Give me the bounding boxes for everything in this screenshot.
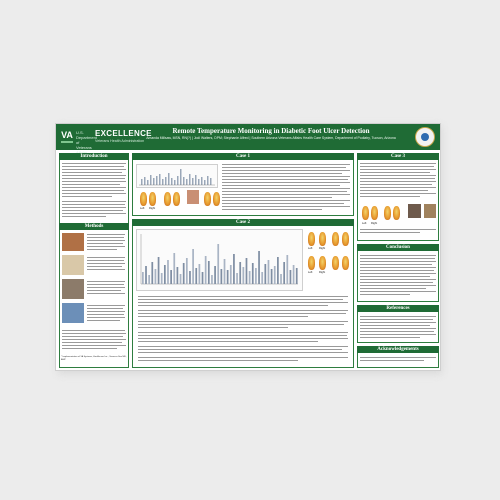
case2-chart-svg: [137, 230, 302, 290]
case2-chart-bar: [155, 269, 157, 284]
case2-chart-bar: [277, 257, 279, 284]
methods-photo-4: [62, 303, 84, 323]
case1-wound-photo-1: [187, 190, 199, 204]
case2-foot-right-1: [319, 232, 326, 246]
case2-chart-bar: [205, 256, 207, 284]
introduction-header: Introduction: [59, 153, 129, 160]
case2-chart-bar: [142, 272, 144, 284]
case2-label-right-2: Right: [319, 271, 326, 274]
case2-chart-bar: [180, 274, 182, 284]
case2-chart-bar: [271, 269, 273, 284]
case2-chart-bar: [167, 260, 169, 284]
case2-foot-right-2: [342, 232, 349, 246]
methods-photo-1: [62, 233, 84, 251]
case3-label-right: Right: [371, 222, 378, 225]
va-logo-text: VA: [61, 130, 73, 140]
case2-chart-bar: [177, 267, 179, 284]
case2-chart-bar: [173, 253, 175, 284]
case2-foot-left-4: [332, 256, 339, 270]
case2-label-left-1: Left: [308, 247, 313, 250]
case1-header: Case 1: [132, 153, 354, 160]
case2-chart-bar: [246, 258, 248, 284]
case3-foot-right-1: [371, 206, 378, 220]
case2-chart-bar: [230, 265, 232, 284]
case2-chart-bar: [290, 270, 292, 284]
case2-chart-bar: [164, 265, 166, 284]
case1-foot-left-2: [164, 192, 171, 206]
case2-chart-bar: [280, 274, 282, 284]
case2-chart-bar: [255, 268, 257, 284]
case1-foot-right-1: [149, 192, 156, 206]
va-subtitle: U.S. Department of Veterans: [76, 130, 97, 150]
case2-foot-left-3: [308, 256, 315, 270]
case3-foot-right-2: [393, 206, 400, 220]
case1-foot-right-3: [213, 192, 220, 206]
footnote: * Implementation of VA Systems, Healthcare Inc., Vanessa Sim MD, AMP: [61, 356, 127, 361]
case2-chart-bar: [239, 262, 241, 284]
case3-caption-line: [360, 229, 436, 230]
case3-foot-left-2: [384, 206, 391, 220]
case2-chart-bar: [274, 266, 276, 284]
case2-chart-bar: [158, 257, 160, 284]
case2-chart-bar: [192, 249, 194, 284]
poster: [55, 123, 441, 371]
methods-photo-3: [62, 279, 84, 299]
case2-chart-bar: [296, 268, 298, 284]
case2-chart-bar: [208, 261, 210, 284]
case2-foot-right-3: [319, 256, 326, 270]
case1-temperature-chart: [136, 164, 218, 188]
case2-chart-bar: [202, 272, 204, 284]
case2-chart-bar: [148, 275, 150, 284]
case2-chart-bar: [211, 275, 213, 284]
case2-label-left-2: Left: [308, 271, 313, 274]
case2-chart-bar: [261, 272, 263, 284]
conclusion-header: Conclusion: [357, 244, 439, 251]
case2-temperature-chart: [136, 229, 303, 291]
poster-header: [56, 124, 440, 150]
case2-chart-bar: [189, 271, 191, 284]
case2-chart-bar: [293, 265, 295, 284]
case2-chart-bar: [217, 244, 219, 284]
case2-header: Case 2: [132, 219, 354, 226]
case2-chart-bar: [170, 270, 172, 284]
case2-label-right-1: Right: [319, 247, 326, 250]
case2-foot-right-4: [342, 256, 349, 270]
case2-foot-left-1: [308, 232, 315, 246]
case2-chart-bar: [186, 258, 188, 284]
case3-wound-photo-2: [424, 204, 436, 218]
case3-caption-line-2: [360, 232, 420, 233]
references-header: References: [357, 305, 439, 312]
case3-wound-photo: [408, 204, 421, 218]
case3-foot-left-1: [362, 206, 369, 220]
va-logo-bar: [61, 141, 73, 143]
case1-foot-right-2: [173, 192, 180, 206]
case2-chart-bar: [224, 259, 226, 284]
excellence-wordmark: EXCELLENCE: [95, 129, 152, 138]
case2-chart-bar: [183, 263, 185, 284]
case2-chart-bar: [264, 264, 266, 284]
case2-chart-bar: [199, 264, 201, 284]
methods-photo-2: [62, 255, 84, 275]
case2-chart-bar: [258, 251, 260, 284]
excellence-subtitle: Veterans Health Administration: [95, 139, 145, 143]
case1-foot-left-3: [204, 192, 211, 206]
case2-chart-bar: [242, 267, 244, 284]
va-seal-icon: [415, 127, 435, 147]
case2-chart-bar: [145, 266, 147, 284]
poster-authors: Amanda Millsaw, MSN, RN(?) | Jodi Walters, DPM; Stephanie Alfred | Southern Arizona Veterans Affairs Health Care System, Department of Podiatry, Tucson, Arizona: [146, 136, 396, 140]
case2-chart-bar: [236, 273, 238, 284]
case2-chart-bar: [214, 266, 216, 284]
case2-chart-bar: [252, 263, 254, 284]
va-logo: [60, 128, 74, 146]
case2-chart-bar: [268, 260, 270, 284]
case2-chart-bar: [151, 262, 153, 284]
case1-label-left: Left: [140, 207, 145, 210]
case2-chart-bar: [286, 255, 288, 284]
case2-chart-bar: [233, 254, 235, 284]
case2-chart-bar: [249, 271, 251, 284]
case3-header: Case 3: [357, 153, 439, 160]
case2-foot-left-2: [332, 232, 339, 246]
poster-title: Remote Temperature Monitoring in Diabetic Foot Ulcer Detection: [172, 127, 370, 135]
acknowledgements-header: Acknowledgements: [357, 346, 439, 353]
case2-chart-bar: [195, 268, 197, 284]
methods-header: Methods: [59, 223, 129, 230]
case1-label-right: Right: [149, 207, 156, 210]
case2-chart-bar: [221, 269, 223, 284]
case1-foot-left-1: [140, 192, 147, 206]
case2-chart-bar: [161, 273, 163, 284]
case2-chart-bar: [227, 270, 229, 284]
case2-chart-bar: [283, 262, 285, 284]
case3-label-left: Left: [362, 222, 367, 225]
